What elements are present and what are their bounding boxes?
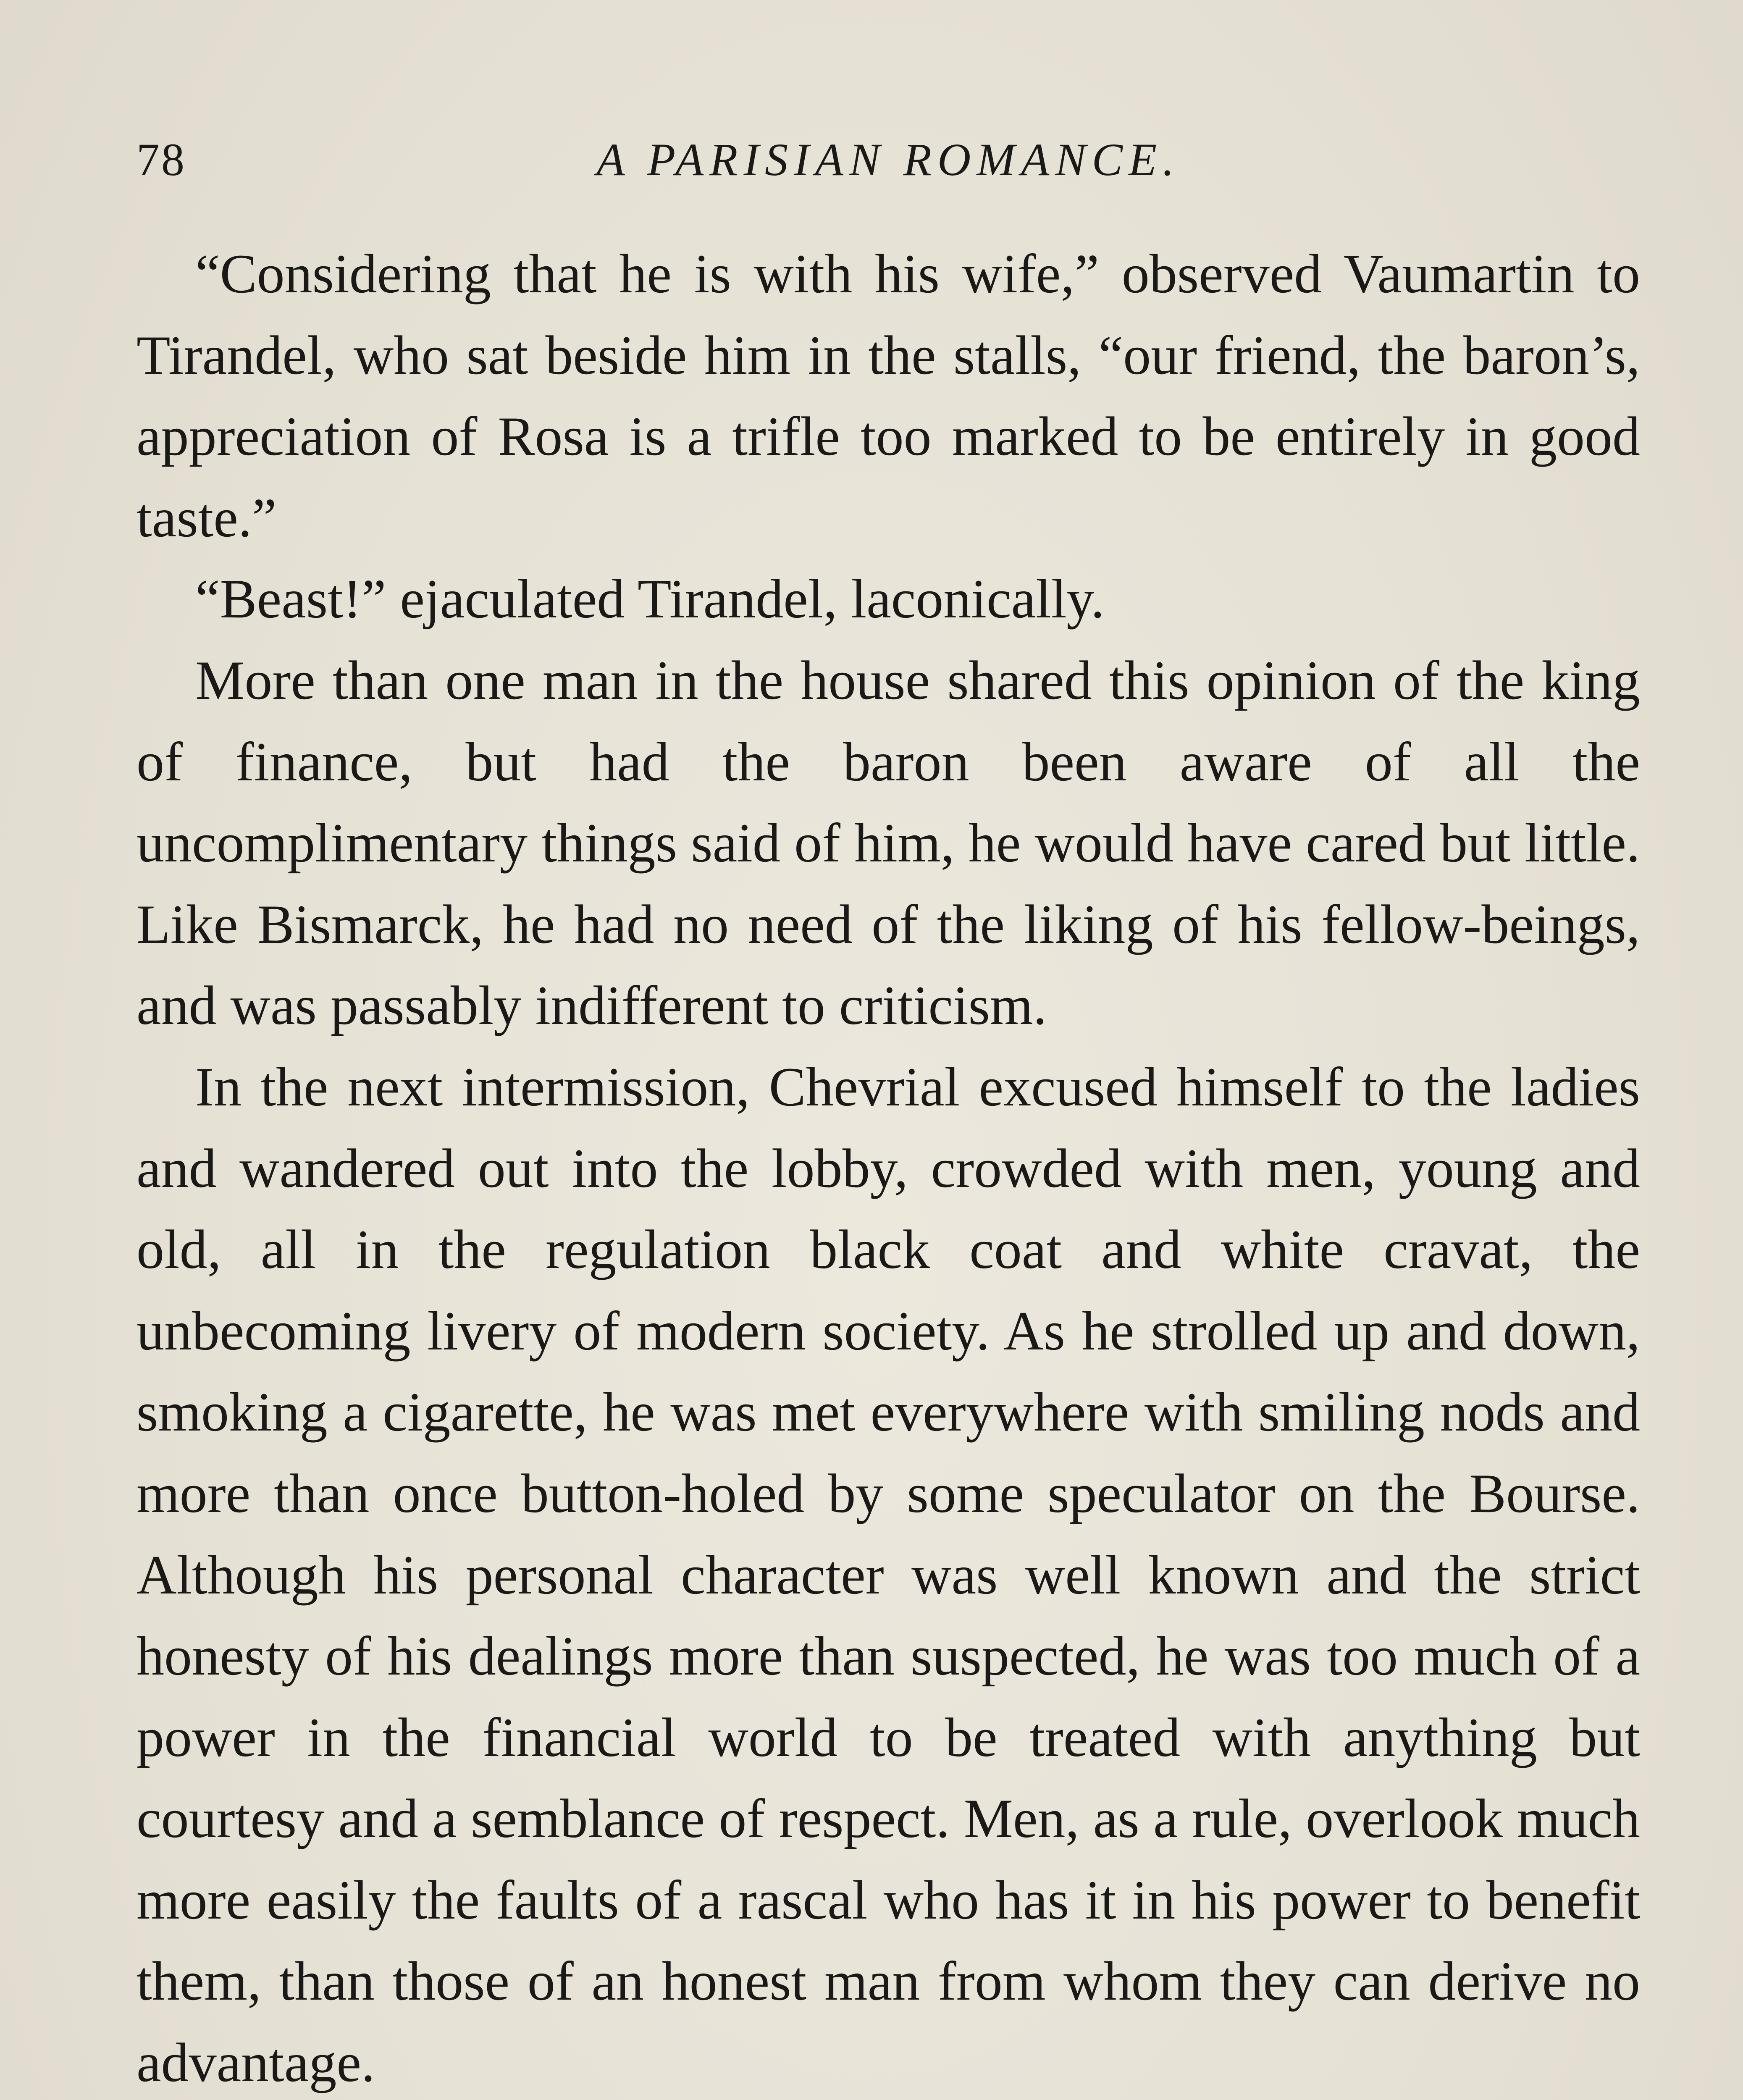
- page-number: 78: [136, 134, 186, 185]
- paragraph-1: “Considering that he is with his wife,” observed Vaumartin to Tirandel, who sat beside him in the stalls, “our friend, the baron’s, appreciation of Rosa is a trifle too marked to be entirely in good taste.”: [136, 243, 1640, 549]
- running-title: A PARISIAN ROMANCE.: [596, 134, 1180, 185]
- paragraph-2: “Beast!” ejaculated Tirandel, laconically.: [195, 568, 1105, 630]
- page-header: [136, 126, 1640, 193]
- body-text: [136, 233, 1640, 2100]
- paragraph-3: More than one man in the house shared this opinion of the king of finance, but had the baron been aware of all the uncomplimentary things said of him, he would have cared but little. Like Bismarck, he had no need of the liking of his fellow-beings, and was passably indifferent to criticism.: [136, 649, 1640, 1037]
- paragraph-4: In the next intermission, Chevrial excused himself to the ladies and wandered out into the lobby, crowded with men, young and old, all in the regulation black coat and white cravat, the unbecoming livery of modern society. As he strolled up and down, smoking a cigarette, he was met everywhere with smiling nods and more than once button-holed by some speculator on the Bourse. Although his personal character was well known and the strict honesty of his dealings more than suspected, he was too much of a power in the financial world to be treated with anything but courtesy and a semblance of respect. Men, as a rule, overlook much more easily the faults of a rascal who has it in his power to benefit them, than those of an honest man from whom they can derive no advantage.: [136, 1055, 1640, 2094]
